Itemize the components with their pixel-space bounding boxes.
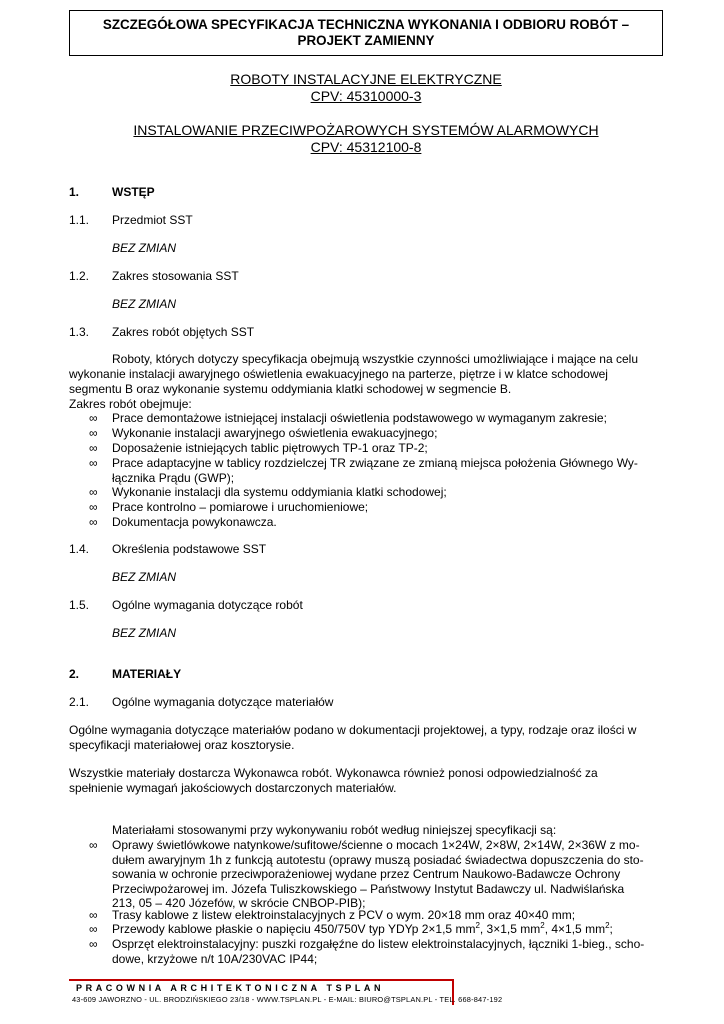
bullet-icon: ∞ — [89, 515, 98, 529]
section-1-number: 1. — [69, 185, 80, 199]
paragraph-line: specyfikacji materiałowej oraz kosztorysie. — [69, 738, 295, 752]
cable-spec-part: Przewody kablowe płaskie o napięciu 450/750V typ YDYp 2×1,5 mm — [112, 922, 476, 936]
bullet-icon: ∞ — [89, 411, 98, 425]
paragraph-line: Roboty, których dotyczy specyfikacja obejmują wszystkie czynności umożliwiające i mające na celu — [112, 352, 638, 366]
section-1-5-body: BEZ ZMIAN — [112, 626, 177, 640]
list-item-line: Przeciwpożarowej im. Józefa Tuliszkowskiego – Państwowy Instytut Badawczy ul. Nadwiślańska — [112, 881, 625, 896]
materials-paragraph-2 — [69, 766, 657, 796]
list-item-line: dowe, krzyżowe n/t 10A/230VAC IP44; — [112, 951, 318, 966]
list-item — [112, 922, 657, 937]
bullet-icon: ∞ — [89, 500, 98, 514]
section-1-4-body: BEZ ZMIAN — [112, 570, 177, 584]
list-item: Prace kontrolno – pomiarowe i uruchomieniowe; — [112, 500, 369, 514]
paragraph-line: wykonanie instalacji awaryjnego oświetlenia ewakuacyjnego na parterze, piętrze i w klatce schodowej — [69, 367, 608, 381]
section-1-3-title: Zakres robót objętych SST — [112, 325, 255, 339]
section-1-2-number: 1.2. — [69, 269, 90, 283]
list-item: Doposażenie istniejących tablic piętrowych TP-1 oraz TP-2; — [112, 441, 428, 455]
superscript: 2 — [475, 921, 480, 930]
section-1-4-number: 1.4. — [69, 542, 90, 556]
section-1-2-title: Zakres stosowania SST — [112, 269, 239, 283]
superscript: 2 — [605, 921, 610, 930]
list-item — [112, 456, 657, 485]
section-1-5-number: 1.5. — [69, 598, 90, 612]
heading-electrical-line-1: ROBOTY INSTALACYJNE ELEKTRYCZNE — [230, 71, 502, 87]
materials-intro: Materiałami stosowanymi przy wykonywaniu robót według niniejszej specyfikacji są: — [112, 823, 557, 837]
list-item-line: 213, 05 – 420 Józefów, w skrócie CNBOP-PIB); — [112, 896, 366, 910]
list-item — [112, 937, 657, 966]
bullet-icon: ∞ — [89, 838, 98, 852]
list-item-line: dułem awaryjnym 1h z funkcją autotestu (oprawy muszą posiadać świadectwa dopuszczenia do sto- — [112, 852, 644, 867]
heading-fire-alarm — [69, 122, 663, 156]
scope-label: Zakres robót obejmuje: — [69, 397, 192, 411]
section-2-1-number: 2.1. — [69, 695, 90, 709]
heading-electrical-cpv: CPV: 45310000-3 — [310, 88, 422, 104]
paragraph-line: Ogólne wymagania dotyczące materiałów podano w dokumentacji projektowej, a typy, rodzaje oraz ilości w — [69, 723, 637, 737]
bullet-icon: ∞ — [89, 426, 98, 440]
section-1-5-title: Ogólne wymagania dotyczące robót — [112, 598, 303, 612]
section-2-title: MATERIAŁY — [112, 667, 182, 681]
heading-electrical — [69, 71, 663, 105]
paragraph-line: segmentu B oraz wykonanie systemu oddymiania klatki schodowej w segmencie B. — [69, 382, 512, 396]
bullet-icon: ∞ — [89, 908, 98, 922]
section-1-3-paragraph — [69, 352, 657, 412]
document-header-box — [69, 10, 663, 56]
section-1-3-number: 1.3. — [69, 325, 90, 339]
superscript: 2 — [540, 921, 545, 930]
section-2-1-title: Ogólne wymagania dotyczące materiałów — [112, 695, 334, 709]
list-item — [112, 838, 657, 911]
section-1-1-body: BEZ ZMIAN — [112, 241, 177, 255]
section-1-4-title: Określenia podstawowe SST — [112, 542, 267, 556]
bullet-icon: ∞ — [89, 922, 98, 936]
section-1-1-number: 1.1. — [69, 213, 90, 227]
list-item: Prace demontażowe istniejącej instalacji oświetlenia podstawowego w wymaganym zakresie; — [112, 411, 607, 425]
heading-fire-alarm-cpv: CPV: 45312100-8 — [310, 139, 422, 155]
bullet-icon: ∞ — [89, 485, 98, 499]
bullet-icon: ∞ — [89, 456, 98, 470]
section-1-title: WSTĘP — [112, 185, 155, 199]
cable-spec-part: , 3×1,5 mm — [479, 922, 541, 936]
list-item-line: Oprawy świetlówkowe natynkowe/sufitowe/ścienne o mocach 1×24W, 2×8W, 2×14W, 2×36W z mo- — [112, 838, 640, 852]
list-item-line: sowania w ochronie przeciwporażeniowej wydane przez Centrum Naukowo-Badawcze Ochrony — [112, 867, 621, 881]
section-2-number: 2. — [69, 667, 80, 681]
heading-fire-alarm-line-1: INSTALOWANIE PRZECIWPOŻAROWYCH SYSTEMÓW ALARMOWYCH — [133, 122, 599, 138]
header-line-2: PROJEKT ZAMIENNY — [297, 33, 435, 48]
materials-paragraph-1 — [69, 723, 657, 753]
cable-spec-part: ; — [609, 922, 613, 936]
paragraph-line: spełnienie wymagań jakościowych dostarczonych materiałów. — [69, 781, 397, 795]
list-item-line: łącznika Prądu (GWP); — [112, 470, 235, 485]
list-item: Wykonanie instalacji awaryjnego oświetlenia ewakuacyjnego; — [112, 426, 438, 440]
section-1-2-body: BEZ ZMIAN — [112, 297, 177, 311]
footer-rule — [69, 979, 453, 981]
cable-spec-part: , 4×1,5 mm — [544, 922, 606, 936]
list-item: Wykonanie instalacji dla systemu oddymiania klatki schodowej; — [112, 485, 447, 499]
footer-company: PRACOWNIA ARCHITEKTONICZNA TSPLAN — [76, 983, 385, 993]
bullet-icon: ∞ — [89, 937, 98, 951]
list-item-line: Prace adaptacyjne w tablicy rozdzielczej TR związane ze zmianą miejsca położenia Głównego Wy- — [112, 456, 638, 470]
list-item: Dokumentacja powykonawcza. — [112, 515, 277, 529]
footer-address: 43-609 JAWORZNO - UL. BRODZIŃSKIEGO 23/18 - WWW.TSPLAN.PL - E-MAIL: BIURO@TSPLAN.PL - TEL. 668-847-192 — [72, 995, 503, 1004]
paragraph-line: Wszystkie materiały dostarcza Wykonawca robót. Wykonawca również ponosi odpowiedzialność za — [69, 766, 598, 780]
bullet-icon: ∞ — [89, 441, 98, 455]
section-1-1-title: Przedmiot SST — [112, 213, 193, 227]
list-item: Trasy kablowe z listew elektroinstalacyjnych z PCV o wym. 20×18 mm oraz 40×40 mm; — [112, 908, 576, 922]
list-item-line: Osprzęt elektroinstalacyjny: puszki rozgałęźne do listew elektroinstalacyjnych, łączniki 1-bieg., scho- — [112, 937, 645, 951]
header-line-1: SZCZEGÓŁOWA SPECYFIKACJA TECHNICZNA WYKONANIA I ODBIORU ROBÓT – — [102, 17, 630, 32]
